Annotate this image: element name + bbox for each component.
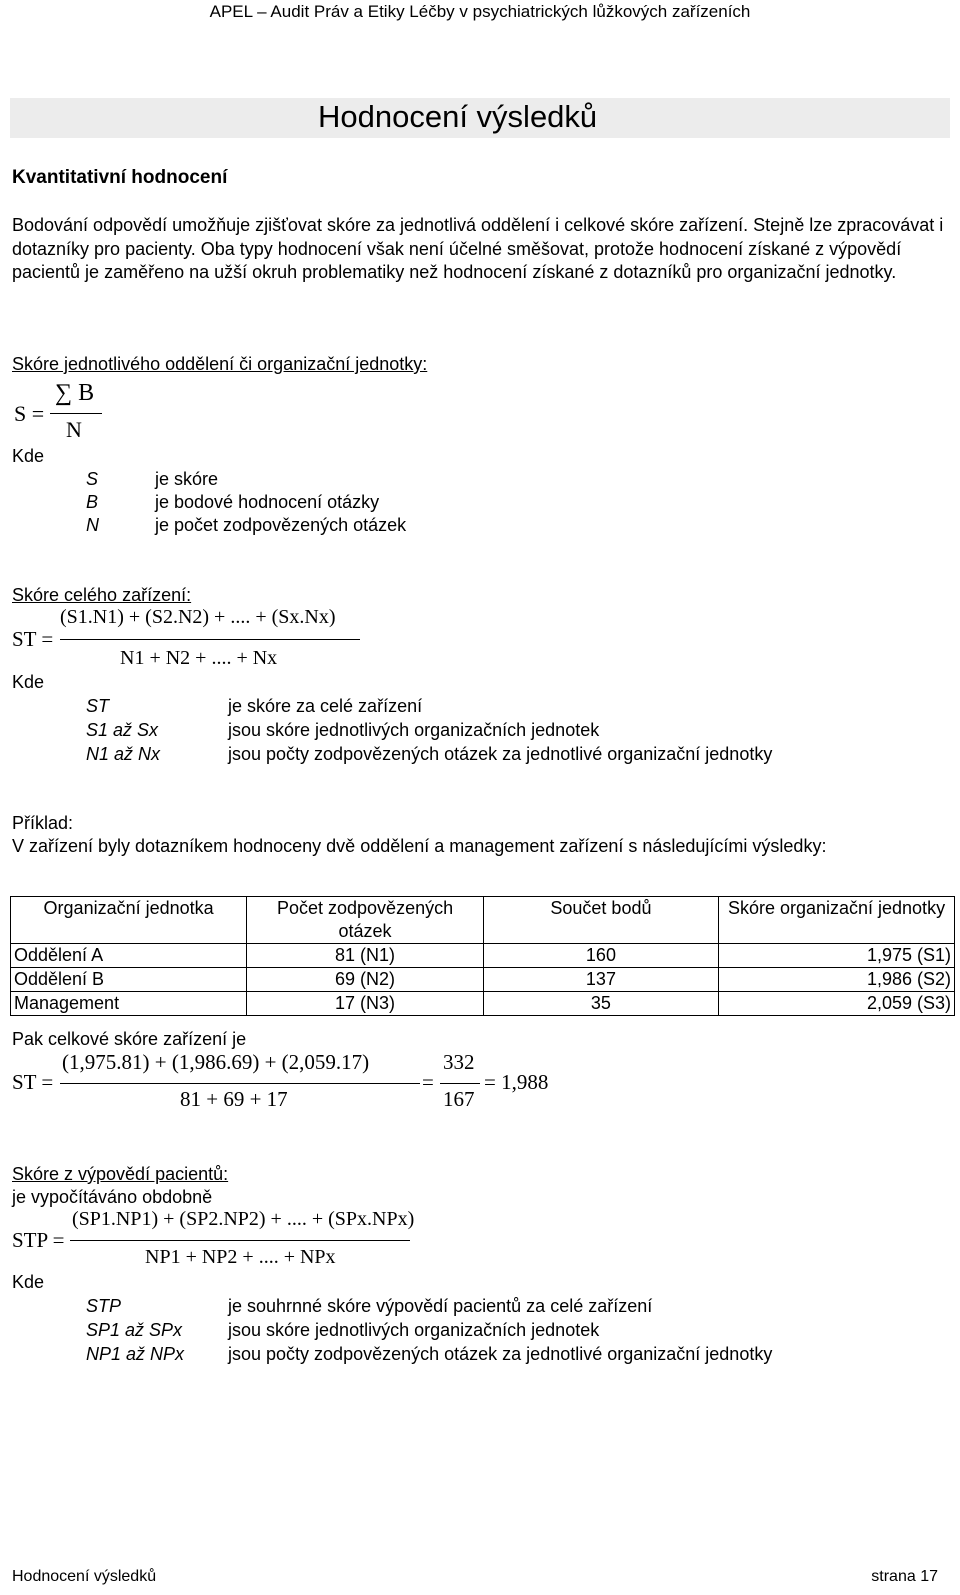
- table-cell: 137: [483, 968, 718, 992]
- dept-formula-numerator: ∑ B: [55, 380, 95, 406]
- facility-kde: Kde: [12, 672, 45, 692]
- facility-def-text: jsou skóre jednotlivých organizačních jednotek: [228, 720, 600, 740]
- table-row: [11, 968, 955, 992]
- table-cell: 81 (N1): [247, 944, 484, 968]
- example-text: V zařízení byly dotazníkem hodnoceny dvě oddělení a management zařízení s následujícími výsledky:: [12, 836, 827, 856]
- patient-def-text: jsou skóre jednotlivých organizačních jednotek: [228, 1320, 600, 1340]
- table-cell: Management: [11, 992, 247, 1016]
- result-denominator-2: 167: [443, 1087, 475, 1111]
- dept-def-text: je počet zodpovězených otázek: [155, 515, 407, 535]
- patient-score-heading: Skóre z výpovědí pacientů:: [12, 1164, 229, 1184]
- result-fraction-line-2: [440, 1083, 480, 1084]
- table-cell: 17 (N3): [247, 992, 484, 1016]
- dept-formula-lhs: S =: [14, 401, 45, 426]
- footer-right: strana 17: [871, 1568, 938, 1585]
- dept-kde: Kde: [12, 446, 45, 466]
- result-value: = 1,988: [484, 1070, 549, 1094]
- patient-formula-numerator: (SP1.NP1) + (SP2.NP2) + .... + (SPx.NPx): [72, 1208, 415, 1230]
- dept-score-heading: Skóre jednotlivého oddělení či organizační jednotky:: [12, 354, 428, 374]
- facility-def-symbol: N1 až Nx: [86, 744, 161, 764]
- facility-def-symbol: ST: [86, 696, 110, 716]
- table-header-row: [11, 897, 955, 944]
- facility-formula-numerator: (S1.N1) + (S2.N2) + .... + (Sx.Nx): [60, 606, 336, 628]
- patient-formula-lhs: STP =: [12, 1228, 65, 1252]
- table-cell: Oddělení A: [11, 944, 247, 968]
- table-cell: 2,059 (S3): [719, 992, 955, 1016]
- facility-formula-denominator: N1 + N2 + .... + Nx: [120, 647, 278, 669]
- patient-def-text: jsou počty zodpovězených otázek za jednotlivé organizační jednotky: [228, 1344, 773, 1364]
- patient-def-symbol: NP1 až NPx: [86, 1344, 185, 1364]
- intro-paragraph: Bodování odpovědí umožňuje zjišťovat skóre za jednotlivá oddělení i celkové skóre zařízení. Stejně lze zpracovávat i dotazníky pro pacienty. Oba typy hodnocení však není účelné směšovat, protože hodnocení získané z výpovědí pacientů je zaměřeno na užší okruh problematiky než hodnocení získané z dotazníků pro organizační jednotky.: [12, 215, 944, 282]
- table-header-cell: Součet bodů: [483, 897, 718, 944]
- section-heading: Kvantitativní hodnocení: [12, 167, 228, 188]
- dept-def-text: je bodové hodnocení otázky: [155, 492, 380, 512]
- table-cell: 35: [483, 992, 718, 1016]
- patient-def-symbol: STP: [86, 1296, 122, 1316]
- table-header-cell: Počet zodpovězených otázek: [247, 897, 484, 944]
- result-formula-lhs: ST =: [12, 1070, 54, 1094]
- result-intro: Pak celkové skóre zařízení je: [12, 1029, 247, 1049]
- table-cell: 1,975 (S1): [719, 944, 955, 968]
- dept-def-symbol: S: [86, 469, 99, 489]
- result-formula-numerator: (1,975.81) + (1,986.69) + (2,059.17): [62, 1050, 370, 1074]
- table-header-cell: Skóre organizační jednotky: [719, 897, 955, 944]
- page-title: Hodnocení výsledků: [318, 99, 598, 134]
- facility-def-text: je skóre za celé zařízení: [228, 696, 423, 716]
- dept-formula-denominator: N: [66, 417, 82, 442]
- dept-def-symbol: B: [86, 492, 99, 512]
- table-cell: Oddělení B: [11, 968, 247, 992]
- table-cell: 1,986 (S2): [719, 968, 955, 992]
- facility-def-text: jsou počty zodpovězených otázek za jednotlivé organizační jednotky: [228, 744, 773, 764]
- results-table: [10, 896, 955, 1016]
- facility-formula-lhs: ST =: [12, 627, 54, 651]
- running-header: APEL – Audit Práv a Etiky Léčby v psychiatrických lůžkových zařízeních: [209, 2, 751, 21]
- table-row: [11, 992, 955, 1016]
- facility-def-symbol: S1 až Sx: [86, 720, 159, 740]
- footer-left: Hodnocení výsledků: [12, 1568, 157, 1585]
- facility-score-heading: Skóre celého zařízení:: [12, 585, 192, 605]
- table-cell: 69 (N2): [247, 968, 484, 992]
- result-equals: =: [422, 1070, 434, 1094]
- table-cell: 160: [483, 944, 718, 968]
- result-formula-denominator: 81 + 69 + 17: [180, 1087, 288, 1111]
- patient-def-symbol: SP1 až SPx: [86, 1320, 183, 1340]
- patient-fraction-line: [70, 1240, 410, 1241]
- facility-fraction-line: [60, 639, 360, 640]
- dept-def-symbol: N: [86, 515, 99, 535]
- patient-score-subheading: je vypočítáváno obdobně: [12, 1187, 213, 1207]
- example-label: Příklad:: [12, 813, 74, 833]
- patient-kde: Kde: [12, 1272, 45, 1292]
- result-fraction-line: [60, 1083, 420, 1084]
- result-numerator-2: 332: [443, 1050, 475, 1074]
- patient-def-text: je souhrnné skóre výpovědí pacientů za celé zařízení: [228, 1296, 653, 1316]
- table-header-cell: Organizační jednotka: [11, 897, 247, 944]
- dept-fraction-line: [50, 413, 102, 414]
- patient-formula-denominator: NP1 + NP2 + .... + NPx: [145, 1246, 336, 1268]
- dept-def-text: je skóre: [155, 469, 219, 489]
- table-row: [11, 944, 955, 968]
